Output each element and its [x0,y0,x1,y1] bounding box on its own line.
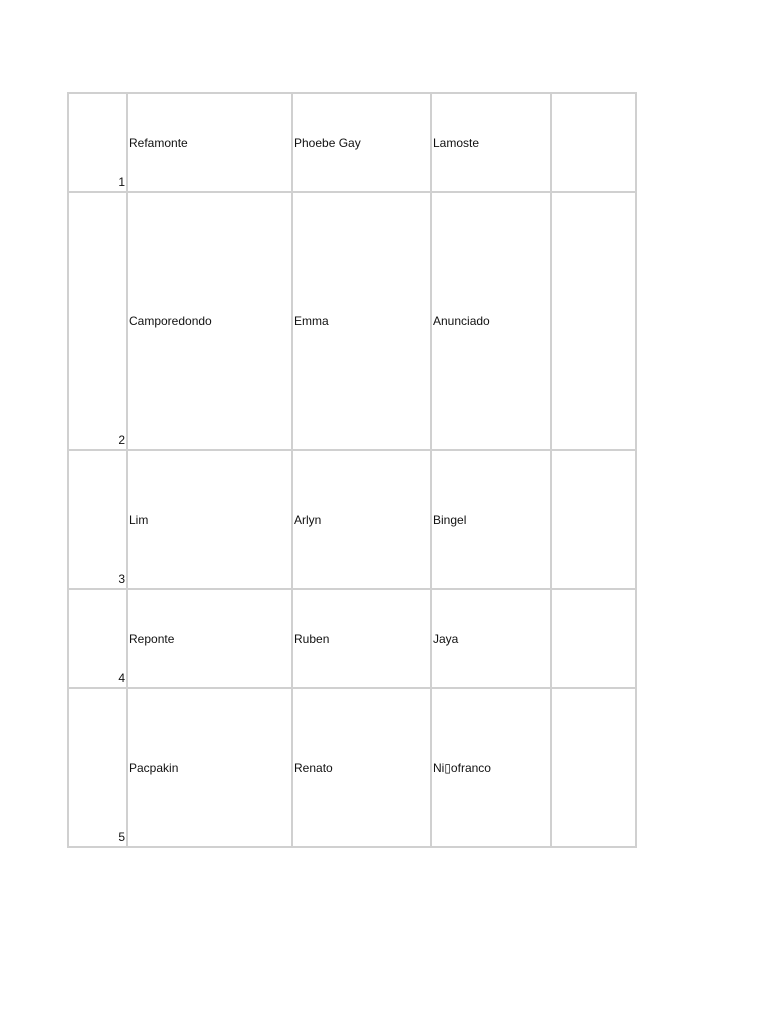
table-cell [292,450,431,589]
row-number: 1 [118,175,125,189]
data-table [67,92,637,848]
table-cell [127,589,292,688]
table-cell [127,192,292,450]
cell-text: Emma [294,314,329,328]
table-cell [431,589,551,688]
table-cell-empty [551,450,636,589]
table-row [68,192,636,450]
table-cell-empty [551,192,636,450]
cell-text: Anunciado [433,314,490,328]
table-cell [127,93,292,192]
table-cell [292,688,431,847]
row-number-cell [68,589,127,688]
table-cell-empty [551,93,636,192]
cell-text: Jaya [433,631,459,646]
cell-text: Pacpakin [129,760,179,775]
cell-text: Renato [294,760,333,775]
cell-text: Ruben [294,631,330,646]
row-number-cell [68,93,127,192]
table-row [68,688,636,847]
row-number: 4 [118,671,125,685]
row-number-cell [68,192,127,450]
cell-text: Camporedondo [129,314,212,328]
table-cell [431,450,551,589]
cell-text: Arlyn [294,512,322,527]
table-cell [431,688,551,847]
table-row [68,589,636,688]
cell-text: Bingel [433,512,467,527]
cell-text: Refamonte [129,135,188,150]
table-cell-empty [551,589,636,688]
table-cell [292,93,431,192]
table-row [68,93,636,192]
table-cell [431,192,551,450]
cell-text: Lim [129,512,149,527]
table-cell [431,93,551,192]
table-row [68,450,636,589]
row-number-cell [68,450,127,589]
row-number: 3 [118,572,125,586]
table-cell [127,450,292,589]
cell-text: Ni▯ofranco [433,760,491,775]
table-cell [127,688,292,847]
table-cell [292,192,431,450]
row-number-cell [68,688,127,847]
table-cell [292,589,431,688]
row-number: 2 [118,433,125,447]
row-number: 5 [118,830,125,844]
table-cell-empty [551,688,636,847]
cell-text: Lamoste [433,135,480,150]
cell-text: Phoebe Gay [294,135,361,150]
cell-text: Reponte [129,631,175,646]
